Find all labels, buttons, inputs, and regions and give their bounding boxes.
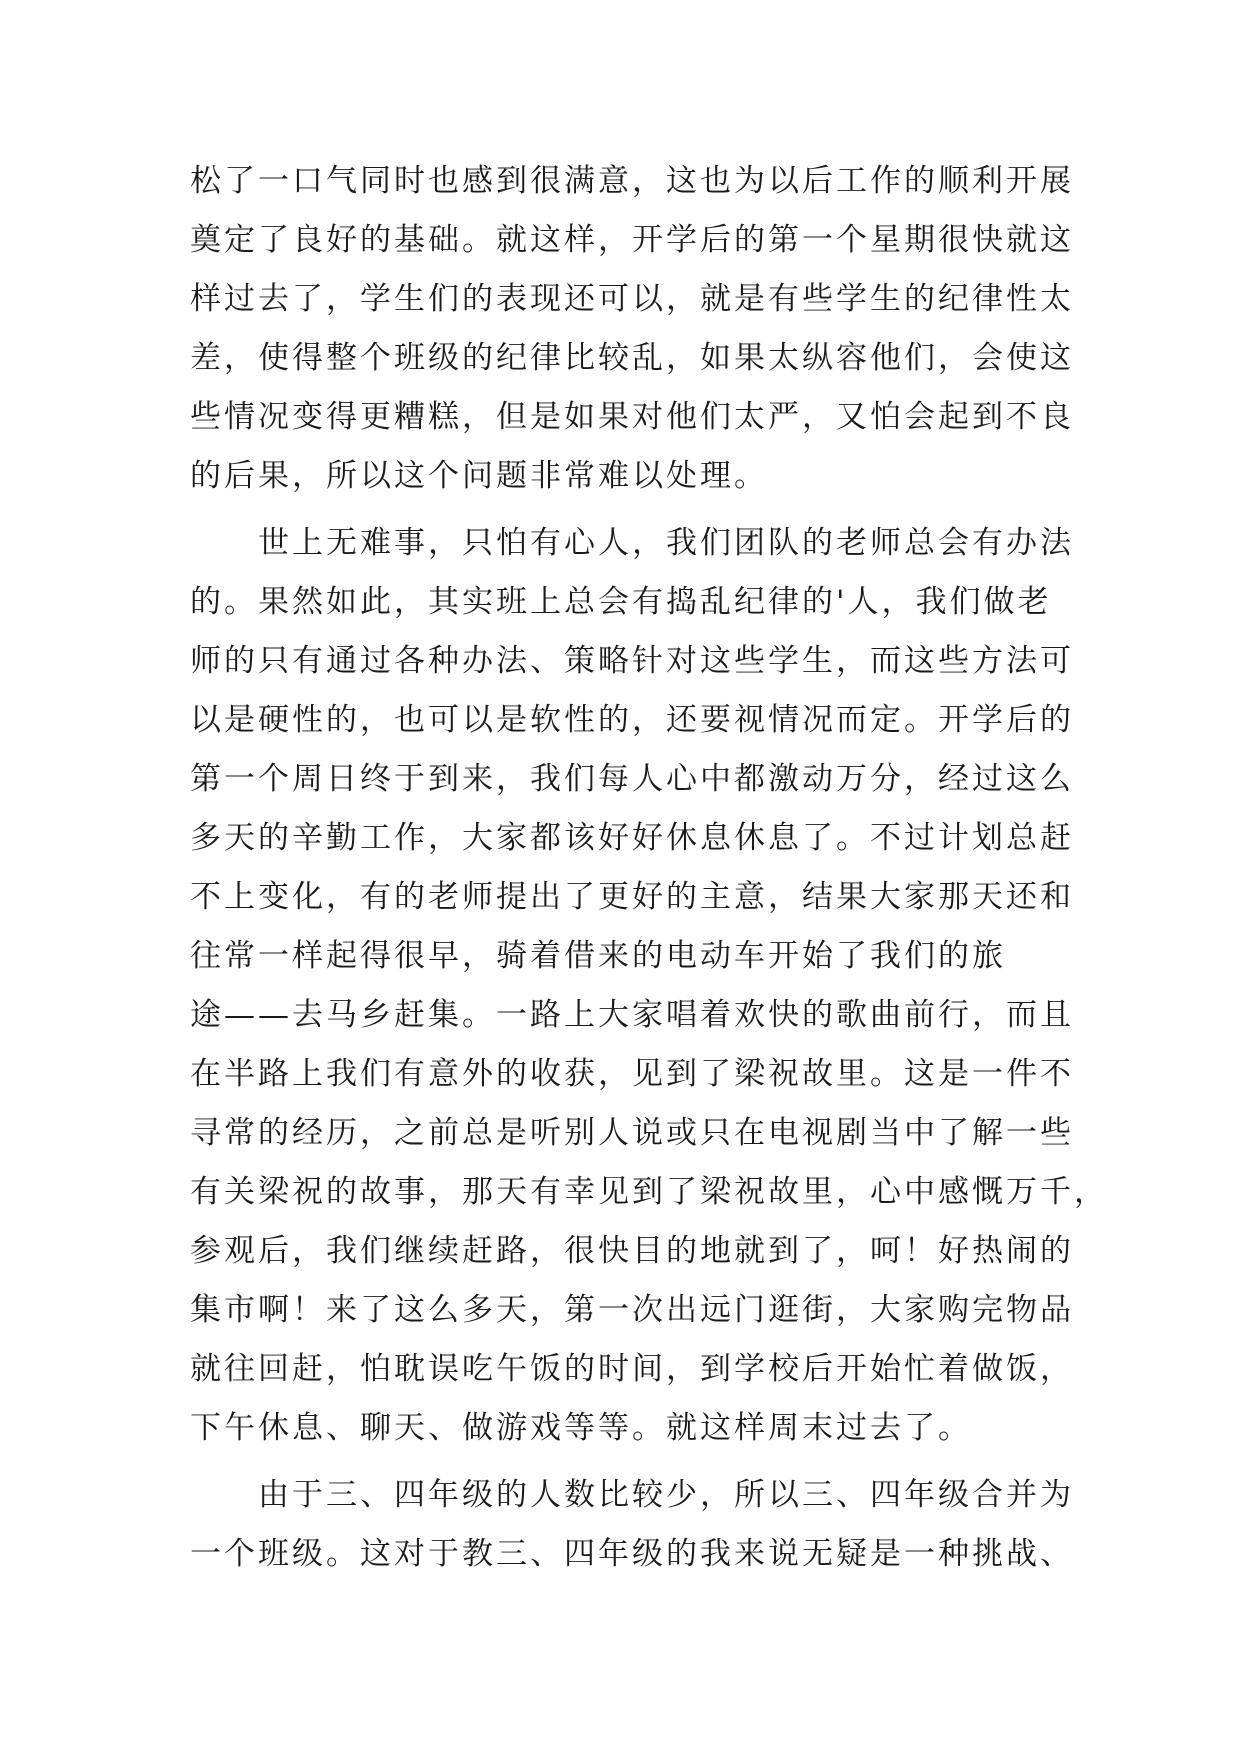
text-line: 师的只有通过各种办法、策略针对这些学生，而这些方法可 bbox=[190, 643, 1074, 679]
text-line: 有关梁祝的故事，那天有幸见到了梁祝故里，心中感慨万千， bbox=[190, 1174, 1108, 1210]
text-line: 集市啊！来了这么多天，第一次出远门逛街，大家购完物品 bbox=[190, 1292, 1074, 1328]
paragraph bbox=[190, 514, 1108, 1458]
text-line: 些情况变得更糟糕，但是如果对他们太严，又怕会起到不良 bbox=[190, 399, 1074, 435]
text-line: 下午休息、聊天、做游戏等等。就这样周末过去了。 bbox=[190, 1410, 972, 1446]
document-body bbox=[190, 152, 1108, 1584]
text-line: 松了一口气同时也感到很满意，这也为以后工作的顺利开展 bbox=[190, 163, 1074, 199]
text-line: 由于三、四年级的人数比较少，所以三、四年级合并为 bbox=[190, 1477, 1074, 1513]
text-line: 第一个周日终于到来，我们每人心中都激动万分，经过这么 bbox=[190, 761, 1074, 797]
text-line: 的。果然如此，其实班上总会有捣乱纪律的'人，我们做老 bbox=[190, 584, 1052, 620]
text-line: 在半路上我们有意外的收获，见到了梁祝故里。这是一件不 bbox=[190, 1056, 1074, 1092]
text-line: 多天的辛勤工作，大家都该好好休息休息了。不过计划总赶 bbox=[190, 820, 1074, 856]
paragraph bbox=[190, 1466, 1074, 1584]
paragraph-gap bbox=[190, 1458, 1070, 1466]
text-line: 途——去马乡赶集。一路上大家唱着欢快的歌曲前行，而且 bbox=[190, 997, 1074, 1033]
text-line: 就往回赶，怕耽误吃午饭的时间，到学校后开始忙着做饭， bbox=[190, 1351, 1074, 1387]
paragraph-gap bbox=[190, 506, 1070, 514]
text-line: 一个班级。这对于教三、四年级的我来说无疑是一种挑战、 bbox=[190, 1536, 1074, 1572]
text-line: 样过去了，学生们的表现还可以，就是有些学生的纪律性太 bbox=[190, 281, 1074, 317]
text-line: 寻常的经历，之前总是听别人说或只在电视剧当中了解一些 bbox=[190, 1115, 1074, 1151]
text-line: 世上无难事，只怕有心人，我们团队的老师总会有办法 bbox=[190, 525, 1074, 561]
text-line: 往常一样起得很早，骑着借来的电动车开始了我们的旅 bbox=[190, 938, 1006, 974]
text-line: 奠定了良好的基础。就这样，开学后的第一个星期很快就这 bbox=[190, 222, 1074, 258]
text-line: 的后果，所以这个问题非常难以处理。 bbox=[190, 458, 768, 494]
text-line: 参观后，我们继续赶路，很快目的地就到了，呵！好热闹的 bbox=[190, 1233, 1074, 1269]
text-line: 差，使得整个班级的纪律比较乱，如果太纵容他们，会使这 bbox=[190, 340, 1074, 376]
text-line: 不上变化，有的老师提出了更好的主意，结果大家那天还和 bbox=[190, 879, 1074, 915]
text-line: 以是硬性的，也可以是软性的，还要视情况而定。开学后的 bbox=[190, 702, 1074, 738]
paragraph bbox=[190, 152, 1074, 506]
